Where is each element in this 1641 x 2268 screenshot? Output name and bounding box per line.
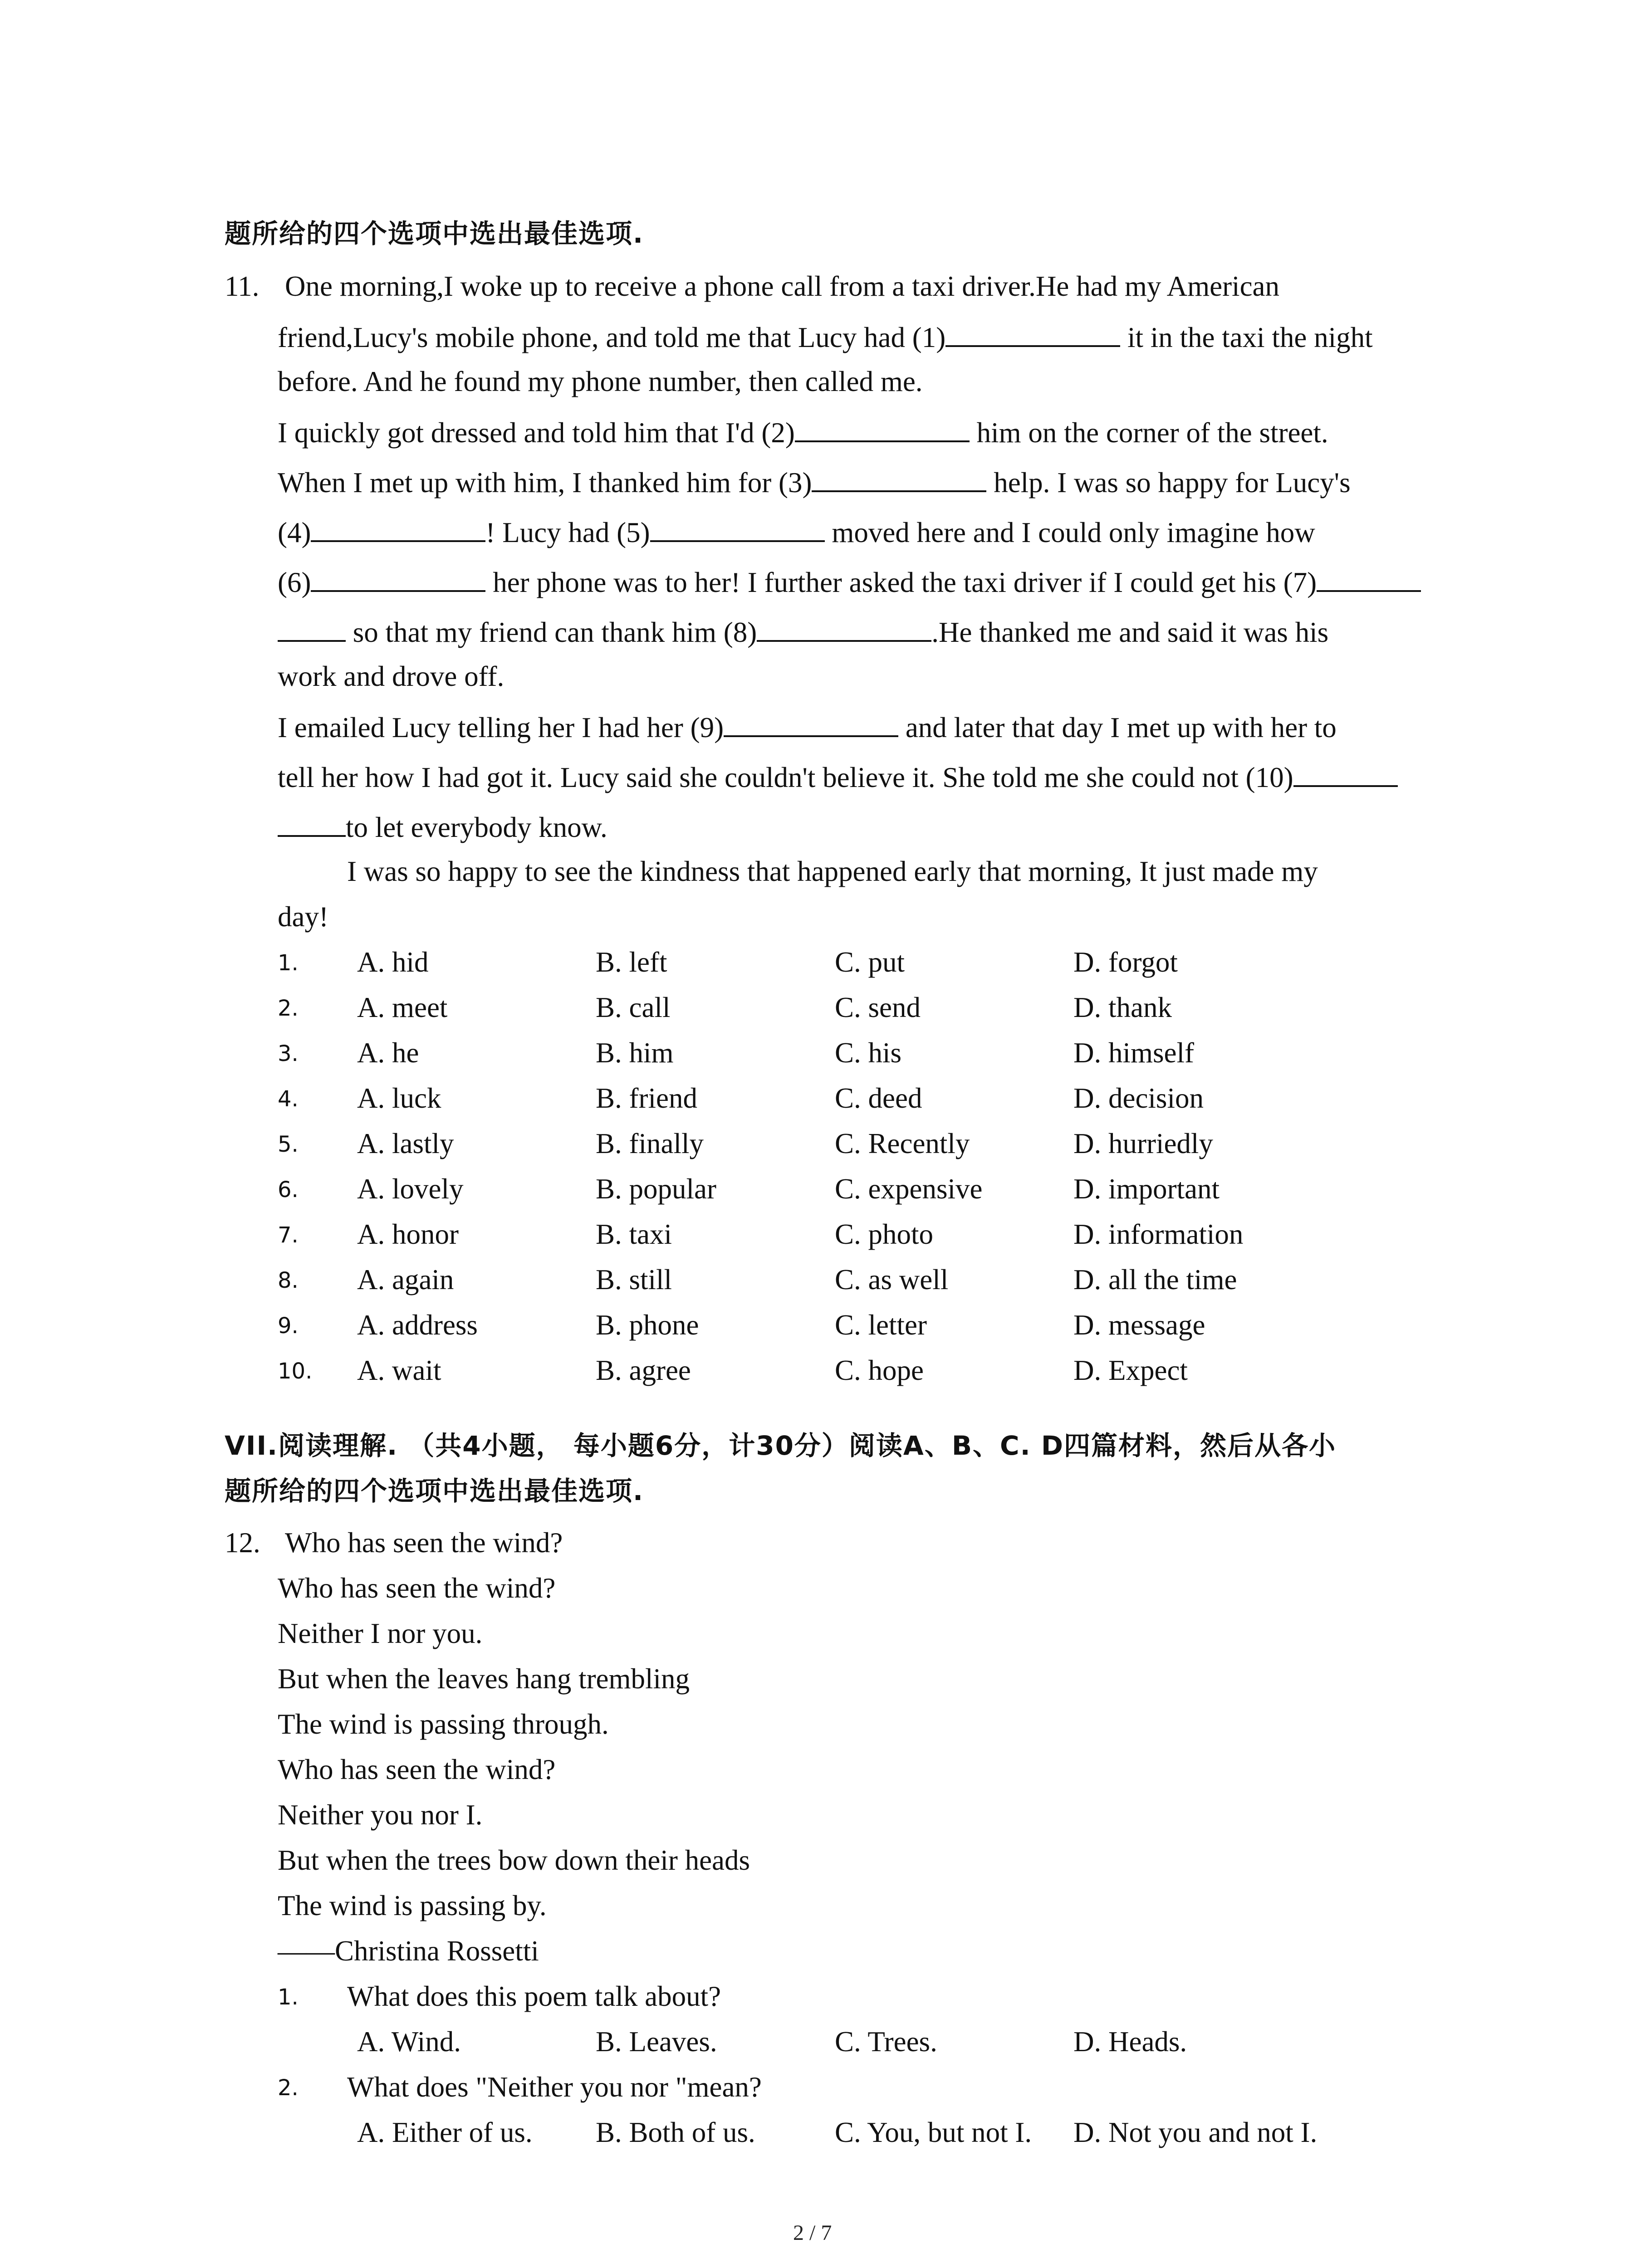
option-row-number: 9. (278, 1313, 299, 1339)
answer-blank-9[interactable] (724, 710, 898, 737)
poem-author: ——Christina Rossetti (278, 1935, 539, 1967)
passage-line: When I met up with him, I thanked him for (3) help. I was so happy for Lucy's (278, 465, 1351, 499)
page-number: 2 / 7 (793, 2221, 832, 2245)
option-c[interactable]: C. expensive (835, 1173, 983, 1205)
passage-line: I emailed Lucy telling her I had her (9) and later that day I met up with her to (278, 710, 1337, 744)
answer-blank-6[interactable] (311, 565, 485, 592)
question-11-number: 11. (225, 270, 260, 302)
option-b[interactable]: B. Leaves. (596, 2026, 717, 2058)
poem-line: Who has seen the wind? (278, 1572, 556, 1604)
poem-line: But when the leaves hang trembling (278, 1663, 690, 1695)
option-d[interactable]: D. hurriedly (1073, 1128, 1213, 1159)
option-a[interactable]: A. meet (357, 992, 448, 1023)
answer-blank-4[interactable] (311, 515, 485, 542)
option-row-number: 3. (278, 1041, 299, 1066)
option-row-number: 5. (278, 1132, 299, 1157)
answer-blank-7[interactable] (1317, 565, 1421, 592)
option-c[interactable]: C. his (835, 1037, 902, 1069)
answer-blank-10[interactable] (1293, 760, 1398, 787)
passage-line: work and drove off. (278, 660, 505, 692)
section-vii-instruction: VII.阅读理解. （共4小题， 每小题6分，计30分）阅读A、B、C. D四篇材料，然后从各小 (225, 1430, 1336, 1461)
option-d[interactable]: D. important (1073, 1173, 1220, 1205)
answer-blank-10-cont (278, 810, 346, 837)
passage-line: I was so happy to see the kindness that happened early that morning, It just made my (347, 855, 1318, 887)
option-row-number: 8. (278, 1268, 299, 1293)
sub-question-text: What does "Neither you nor "mean? (347, 2071, 762, 2103)
poem-line: The wind is passing by. (278, 1890, 547, 1921)
option-c[interactable]: C. letter (835, 1309, 927, 1341)
option-c[interactable]: C. deed (835, 1082, 922, 1114)
option-d[interactable]: D. forgot (1073, 946, 1178, 978)
sub-question-text: What does this poem talk about? (347, 1980, 721, 2012)
answer-blank-5[interactable] (650, 515, 825, 542)
passage-line: friend,Lucy's mobile phone, and told me that Lucy had (1) it in the taxi the night (278, 320, 1373, 354)
question-12-number: 12. (225, 1527, 260, 1559)
poem-line: Who has seen the wind? (285, 1527, 563, 1559)
option-row-number: 2. (278, 996, 299, 1021)
poem-line: Neither I nor you. (278, 1618, 483, 1649)
option-c[interactable]: C. send (835, 992, 921, 1023)
option-b[interactable]: B. still (596, 1264, 672, 1295)
answer-blank-2[interactable] (795, 415, 970, 442)
option-b[interactable]: B. him (596, 1037, 674, 1069)
option-d[interactable]: D. information (1073, 1218, 1244, 1250)
passage-line: so that my friend can thank him (8) .He thanked me and said it was his (278, 615, 1328, 649)
passage-line: to let everybody know. (278, 810, 607, 844)
option-c[interactable]: C. as well (835, 1264, 949, 1295)
sub-question-number: 2. (278, 2075, 299, 2101)
option-b[interactable]: B. finally (596, 1128, 704, 1159)
poem-line: Neither you nor I. (278, 1799, 483, 1831)
option-c[interactable]: C. You, but not I. (835, 2116, 1032, 2148)
option-d[interactable]: D. himself (1073, 1037, 1194, 1069)
option-row-number: 7. (278, 1222, 299, 1248)
option-c[interactable]: C. Trees. (835, 2026, 937, 2058)
option-b[interactable]: B. Both of us. (596, 2116, 755, 2148)
passage-line: One morning,I woke up to receive a phone call from a taxi driver.He had my American (285, 270, 1279, 302)
option-a[interactable]: A. Wind. (357, 2026, 461, 2058)
poem-line: But when the trees bow down their heads (278, 1844, 750, 1876)
option-d[interactable]: D. Not you and not I. (1073, 2116, 1318, 2148)
option-d[interactable]: D. message (1073, 1309, 1205, 1341)
answer-blank-7-cont (278, 615, 346, 642)
option-b[interactable]: B. phone (596, 1309, 699, 1341)
option-c[interactable]: C. hope (835, 1354, 924, 1386)
option-c[interactable]: C. Recently (835, 1128, 970, 1159)
option-c[interactable]: C. photo (835, 1218, 934, 1250)
poem-line: Who has seen the wind? (278, 1754, 556, 1785)
option-d[interactable]: D. decision (1073, 1082, 1204, 1114)
answer-blank-8[interactable] (757, 615, 931, 642)
option-b[interactable]: B. friend (596, 1082, 697, 1114)
option-a[interactable]: A. Either of us. (357, 2116, 533, 2148)
option-c[interactable]: C. put (835, 946, 905, 978)
option-a[interactable]: A. he (357, 1037, 419, 1069)
option-a[interactable]: A. lovely (357, 1173, 464, 1205)
option-a[interactable]: A. honor (357, 1218, 459, 1250)
option-b[interactable]: B. popular (596, 1173, 716, 1205)
option-b[interactable]: B. left (596, 946, 667, 978)
sub-question-number: 1. (278, 1984, 299, 2010)
option-b[interactable]: B. call (596, 992, 671, 1023)
option-d[interactable]: D. Expect (1073, 1354, 1188, 1386)
answer-blank-3[interactable] (812, 465, 986, 492)
option-a[interactable]: A. address (357, 1309, 478, 1341)
option-row-number: 6. (278, 1177, 299, 1202)
option-a[interactable]: A. lastly (357, 1128, 454, 1159)
option-a[interactable]: A. hid (357, 946, 429, 978)
option-row-number: 10. (278, 1359, 313, 1384)
passage-line: (4) ! Lucy had (5) moved here and I could only imagine how (278, 515, 1315, 549)
answer-blank-1[interactable] (945, 320, 1120, 347)
passage-line: I quickly got dressed and told him that I'd (2) him on the corner of the street. (278, 415, 1328, 450)
section-vii-instruction-cont: 题所给的四个选项中选出最佳选项. (225, 1476, 644, 1506)
option-d[interactable]: D. Heads. (1073, 2026, 1187, 2058)
option-b[interactable]: B. agree (596, 1354, 691, 1386)
passage-line: before. And he found my phone number, then called me. (278, 366, 923, 397)
option-row-number: 4. (278, 1086, 299, 1112)
option-d[interactable]: D. thank (1073, 992, 1172, 1023)
poem-line: The wind is passing through. (278, 1708, 609, 1740)
section-vi-instruction-tail: 题所给的四个选项中选出最佳选项. (225, 218, 644, 249)
option-b[interactable]: B. taxi (596, 1218, 672, 1250)
passage-line: tell her how I had got it. Lucy said she couldn't believe it. She told me she could not (10) (278, 760, 1398, 794)
option-row-number: 1. (278, 950, 299, 976)
passage-line: (6) her phone was to her! I further asked the taxi driver if I could get his (7) (278, 565, 1421, 599)
option-a[interactable]: A. again (357, 1264, 454, 1295)
passage-line: day! (278, 901, 328, 933)
option-a[interactable]: A. luck (357, 1082, 441, 1114)
option-d[interactable]: D. all the time (1073, 1264, 1237, 1295)
option-a[interactable]: A. wait (357, 1354, 441, 1386)
